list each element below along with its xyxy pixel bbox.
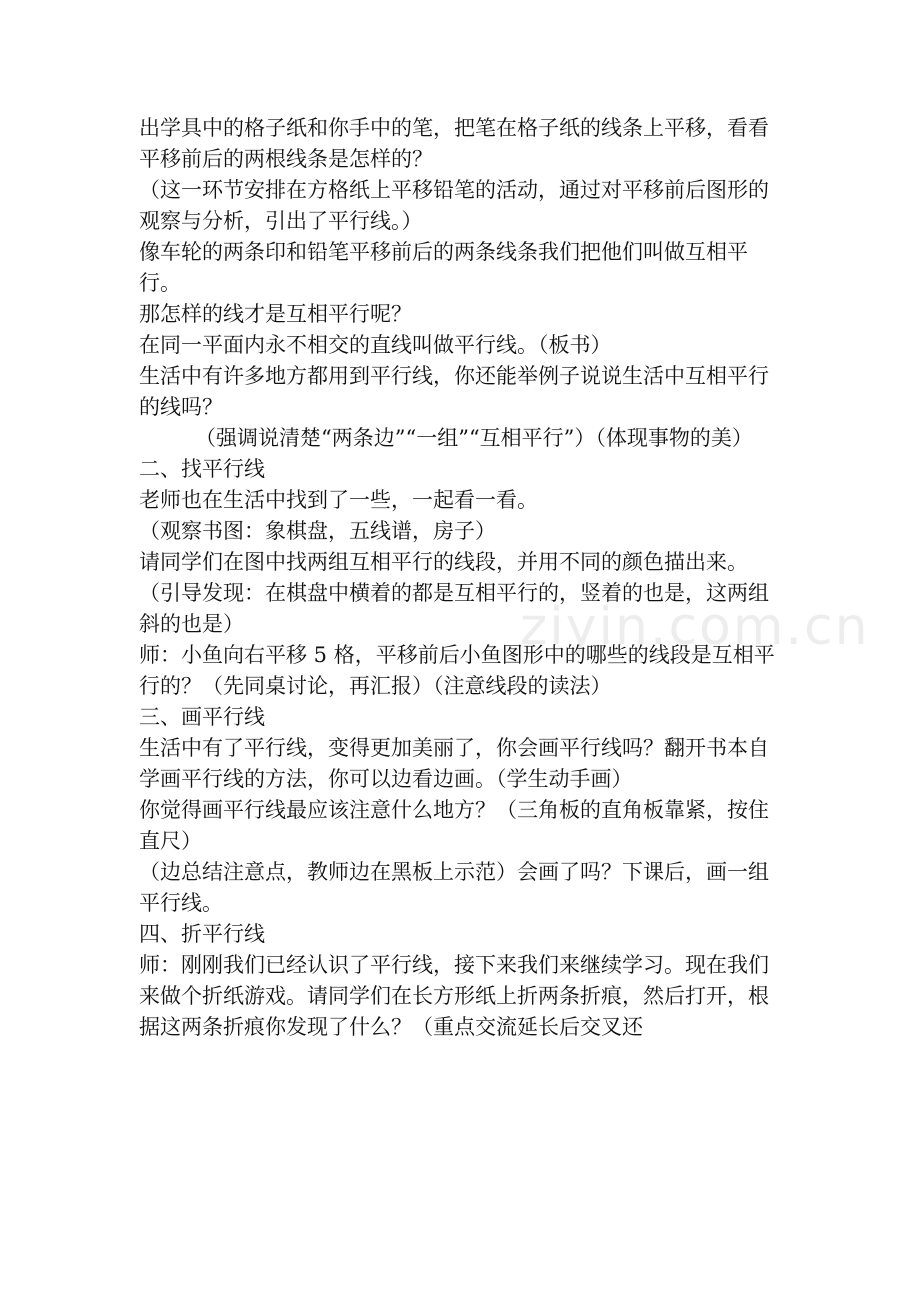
paragraph-draw-self-study: 生活中有了平行线，变得更加美丽了，你会画平行线吗？翻开书本自学画平行线的方法，你可以边看边画。（学生动手画） <box>139 736 769 791</box>
paragraph-definition: 在同一平面内永不相交的直线叫做平行线。（板书） <box>139 333 612 357</box>
paragraph-activity-note: （这一环节安排在方格纸上平移铅笔的活动，通过对平移前后图形的观察与分析，引出了平行线。） <box>139 178 769 233</box>
paragraph-question-parallel: 那怎样的线才是互相平行呢？ <box>139 302 412 326</box>
section-heading-fold-parallel: 四、折平行线 <box>139 922 265 946</box>
paragraph-life-examples: 生活中有许多地方都用到平行线，你还能举例子说说生活中互相平行的线吗？ <box>139 364 769 419</box>
paragraph-emphasis-note: （强调说清楚“两条边”“一组”“互相平行”）（体现事物的美） <box>195 426 753 450</box>
paragraph-teacher-found: 老师也在生活中找到了一些，一起看一看。 <box>139 488 538 512</box>
paragraph-observe-figures: （观察书图：象棋盘，五线谱，房子） <box>139 519 496 543</box>
watermark: ziyin.com.cn <box>520 597 870 657</box>
paragraph-find-two-groups: 请同学们在图中找两组互相平行的线段，并用不同的颜色描出来。 <box>139 550 748 574</box>
section-heading-find-parallel: 二、找平行线 <box>139 457 265 481</box>
paragraph-wheel-tracks: 像车轮的两条印和铅笔平移前后的两条线条我们把他们叫做互相平行。 <box>139 240 748 295</box>
section-heading-draw-parallel: 三、画平行线 <box>139 705 265 729</box>
document-body <box>139 113 784 1043</box>
paragraph-drawing-tips: 你觉得画平行线最应该注意什么地方？（三角板的直角板靠紧，按住直尺） <box>139 798 769 853</box>
paragraph-fish-translation: 师：小鱼向右平移 5 格，平移前后小鱼图形中的哪些的线段是互相平行的？（先同桌讨论，再汇报）（注意线段的读法） <box>139 643 775 698</box>
paragraph-grid-paper-activity: 出学具中的格子纸和你手中的笔，把笔在格子纸的线条上平移，看看平移前后的两根线条是怎样的？ <box>139 116 769 171</box>
paragraph-folding-game: 师：刚刚我们已经认识了平行线，接下来我们来继续学习。现在我们来做个折纸游戏。请同学们在长方形纸上折两条折痕，然后打开，根据这两条折痕你发现了什么？（重点交流延长后交叉还 <box>139 953 769 1039</box>
paragraph-guided-discovery: （引导发现：在棋盘中横着的都是互相平行的，竖着的也是，这两组斜的也是） <box>139 581 769 636</box>
paragraph-demonstration: （边总结注意点，教师边在黑板上示范）会画了吗？下课后，画一组平行线。 <box>139 860 769 915</box>
